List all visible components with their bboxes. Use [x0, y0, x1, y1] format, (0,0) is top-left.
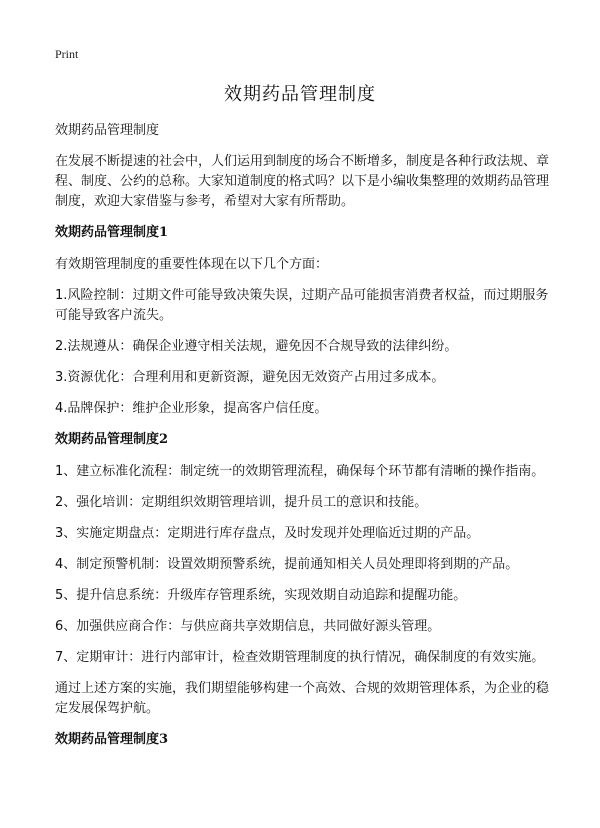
- section-1-paragraph: 1.风险控制：过期文件可能导致决策失误，过期产品可能损害消费者权益，而过期服务可能导致客户流失。: [55, 288, 549, 323]
- section-heading-1: 效期药品管理制度1: [55, 225, 169, 240]
- document-body: [55, 121, 550, 762]
- section-heading-3: 效期药品管理制度3: [55, 732, 169, 747]
- intro-label: 效期药品管理制度: [55, 123, 160, 138]
- print-link[interactable]: Print: [55, 47, 79, 61]
- intro-paragraph: 在发展不断提速的社会中，人们运用到制度的场合不断增多，制度是各种行政法规、章程、制度、公约的总称。大家知道制度的格式吗？以下是小编收集整理的效期药品管理制度，欢迎大家借鉴与参考，希望对大家有所帮助。: [55, 154, 550, 209]
- section-2-paragraph: 3、实施定期盘点：定期进行库存盘点，及时发现并处理临近过期的产品。: [55, 526, 480, 541]
- section-1-paragraph: 有效期管理制度的重要性体现在以下几个方面：: [55, 257, 329, 272]
- section-2-paragraph: 7、定期审计：进行内部审计，检查效期管理制度的执行情况，确保制度的有效实施。: [55, 650, 545, 665]
- section-1-paragraph: 4.品牌保护：维护企业形象，提高客户信任度。: [55, 401, 328, 416]
- section-1-paragraph: 3.资源优化：合理利用和更新资源，避免因无效资产占用过多成本。: [55, 370, 445, 385]
- page-title: 效期药品管理制度: [224, 84, 376, 105]
- section-2-paragraph: 4、制定预警机制：设置效期预警系统，提前通知相关人员处理即将到期的产品。: [55, 557, 519, 572]
- section-2-paragraph: 2、强化培训：定期组织效期管理培训，提升员工的意识和技能。: [55, 495, 428, 510]
- section-2-paragraph: 1、建立标准化流程：制定统一的效期管理流程，确保每个环节都有清晰的操作指南。: [55, 464, 545, 479]
- section-2-paragraph: 5、提升信息系统：升级库存管理系统，实现效期自动追踪和提醒功能。: [55, 588, 467, 603]
- section-2-paragraph: 6、加强供应商合作：与供应商共享效期信息，共同做好源头管理。: [55, 619, 441, 634]
- section-heading-2: 效期药品管理制度2: [55, 432, 169, 447]
- section-2-paragraph: 通过上述方案的实施，我们期望能够构建一个高效、合规的效期管理体系，为企业的稳定发展保驾护航。: [55, 681, 550, 716]
- section-1-paragraph: 2.法规遵从：确保企业遵守相关法规，避免因不合规导致的法律纠纷。: [55, 339, 458, 354]
